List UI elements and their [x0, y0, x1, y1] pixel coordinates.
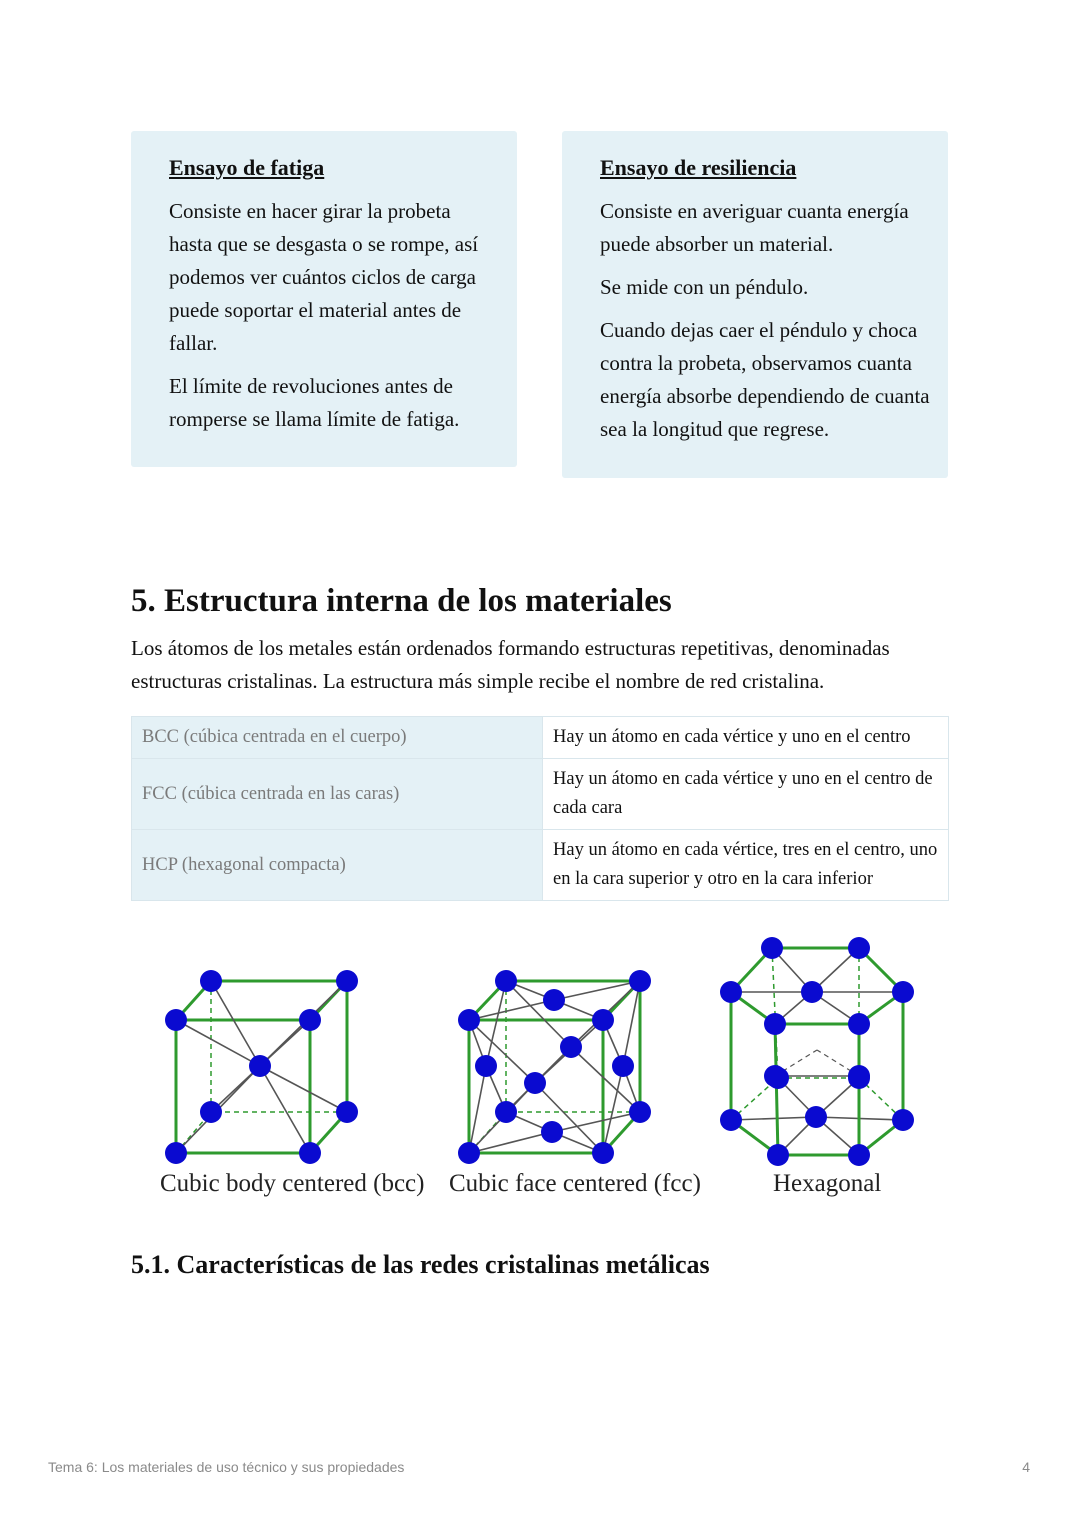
bcc-caption: Cubic body centered (bcc)	[160, 1170, 425, 1197]
atom	[541, 1121, 563, 1143]
hexagonal-caption: Hexagonal	[773, 1170, 882, 1197]
table-value-cell: Hay un átomo en cada vértice y uno en el centro de cada cara	[543, 759, 949, 830]
atom	[720, 1109, 742, 1131]
atom	[524, 1072, 546, 1094]
atom	[592, 1142, 614, 1164]
hexagonal-structure	[720, 937, 914, 1166]
atom	[848, 1013, 870, 1035]
bond-line	[535, 1083, 603, 1153]
atom	[761, 937, 783, 959]
bond-line	[775, 1024, 778, 1155]
atom	[458, 1142, 480, 1164]
atom	[543, 989, 565, 1011]
atom	[892, 1109, 914, 1131]
section-5-1-title: 5.1. Características de las redes cristalinas metálicas	[131, 1250, 710, 1279]
atom	[764, 1013, 786, 1035]
atom	[495, 970, 517, 992]
atom	[458, 1009, 480, 1031]
fatiga-paragraph-2: El límite de revoluciones antes de romperse se llama límite de fatiga.	[169, 374, 460, 431]
atom	[165, 1142, 187, 1164]
table-key-cell: BCC (cúbica centrada en el cuerpo)	[132, 717, 543, 759]
atom	[767, 1144, 789, 1166]
table-value-cell: Hay un átomo en cada vértice, tres en el centro, uno en la cara superior y otro en la cara inferior	[543, 830, 949, 901]
atom	[495, 1101, 517, 1123]
bond-line	[469, 1132, 552, 1153]
atom	[200, 1101, 222, 1123]
atom	[560, 1036, 582, 1058]
section-5-intro: Los átomos de los metales están ordenados formando estructuras repetitivas, denominadas estructuras cristalinas. La estructura más simple recibe el nombre de red cristalina.	[131, 636, 890, 693]
atom	[592, 1009, 614, 1031]
resiliencia-paragraph-3: Cuando dejas caer el péndulo y choca contra la probeta, observamos cuanta energía absorbe dependiendo de cuanta sea la longitud que regrese.	[600, 318, 930, 441]
atom	[805, 1106, 827, 1128]
bcc-structure	[165, 970, 358, 1164]
footer-text: Tema 6: Los materiales de uso técnico y sus propiedades	[48, 1459, 405, 1475]
atom	[336, 1101, 358, 1123]
bond-line	[469, 1066, 486, 1153]
lattice-table	[131, 716, 949, 901]
fatiga-box	[131, 131, 517, 467]
fcc-structure	[458, 970, 651, 1164]
page-number: 4	[1022, 1459, 1030, 1475]
table-key-cell: FCC (cúbica centrada en las caras)	[132, 759, 543, 830]
resiliencia-title: Ensayo de resiliencia	[600, 155, 797, 180]
atom	[629, 1101, 651, 1123]
atom	[629, 970, 651, 992]
atom	[299, 1142, 321, 1164]
table-row	[132, 830, 949, 901]
resiliencia-box	[562, 131, 948, 478]
table-row	[132, 717, 949, 759]
resiliencia-paragraph-2: Se mide con un péndulo.	[600, 275, 809, 299]
atom	[848, 1065, 870, 1087]
atom	[848, 937, 870, 959]
atom	[249, 1055, 271, 1077]
fcc-caption: Cubic face centered (fcc)	[449, 1170, 701, 1197]
atom	[612, 1055, 634, 1077]
fatiga-title: Ensayo de fatiga	[169, 155, 325, 180]
crystal-structures-figure	[150, 930, 930, 1210]
atom	[475, 1055, 497, 1077]
bond-line	[506, 981, 571, 1047]
atom	[801, 981, 823, 1003]
table-value-cell: Hay un átomo en cada vértice y uno en el centro	[543, 717, 949, 759]
atom	[336, 970, 358, 992]
atom	[892, 981, 914, 1003]
table-row	[132, 759, 949, 830]
bond-line	[554, 981, 640, 1000]
section-5-title: 5. Estructura interna de los materiales	[131, 583, 672, 619]
fatiga-paragraph-1: Consiste en hacer girar la probeta hasta que se desgasta o se rompe, así podemos ver cuántos ciclos de carga puede soportar el material antes de fallar.	[169, 199, 479, 355]
atom	[200, 970, 222, 992]
atom	[764, 1065, 786, 1087]
resiliencia-paragraph-1: Consiste en averiguar cuanta energía puede absorber un material.	[600, 199, 909, 256]
bond-line	[571, 1047, 640, 1112]
atom	[848, 1144, 870, 1166]
atom	[720, 981, 742, 1003]
bond-line	[731, 1117, 816, 1120]
atom	[299, 1009, 321, 1031]
atom	[165, 1009, 187, 1031]
table-key-cell: HCP (hexagonal compacta)	[132, 830, 543, 901]
